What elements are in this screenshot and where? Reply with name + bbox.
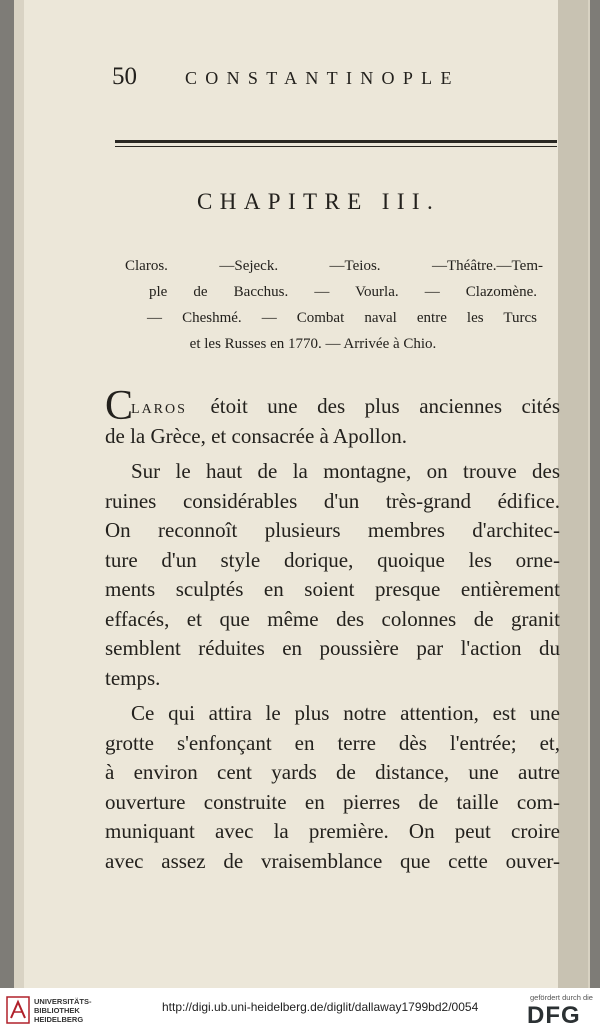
summary-line: ple de Bacchus. — Vourla. — Clazomène. bbox=[149, 284, 537, 300]
paragraph-2-line: On reconnoît plusieurs membres d'architec- bbox=[105, 518, 560, 542]
paragraph-3-line: grotte s'enfonçant en terre dès l'entrée; et, bbox=[105, 730, 560, 755]
summary-line: et les Russes en 1770. — Arrivée à Chio. bbox=[189, 336, 437, 352]
page-number: 50 bbox=[112, 63, 137, 90]
dfg-logo: DFG bbox=[527, 1002, 581, 1029]
paragraph-1-line: de la Grèce, et consacrée à Apollon. bbox=[105, 423, 408, 448]
paragraph-1-line-1-rest: étoit une des plus anciennes cités bbox=[210, 394, 561, 418]
paragraph-2-line: temps. bbox=[105, 665, 161, 690]
paragraph-2-line: ture d'un style dorique, quoique les orne- bbox=[105, 547, 560, 572]
page-gutter-shadow bbox=[14, 0, 24, 988]
paragraph-2-line: Sur le haut de la montagne, on trouve des bbox=[131, 459, 560, 483]
running-head: CONSTANTINOPLE bbox=[185, 68, 460, 88]
paragraph-3-line: avec assez de vraisemblance que cette ouver- bbox=[105, 848, 560, 873]
university-library-logo-icon bbox=[6, 996, 30, 1024]
library-name bbox=[34, 997, 92, 1024]
paragraph-2-line: ments sculptés en soient presque entièrement bbox=[105, 577, 560, 601]
summary-line: Claros. —Sejeck. —Teios. —Théâtre.—Tem- bbox=[125, 258, 543, 274]
funded-by-label: gefördert durch die bbox=[530, 993, 593, 1002]
viewer-footer bbox=[0, 988, 600, 1032]
chapter-title: CHAPITRE III. bbox=[197, 189, 441, 214]
permalink-url[interactable]: http://digi.ub.uni-heidelberg.de/diglit/dallaway1799bd2/0054 bbox=[162, 1000, 479, 1014]
summary-line: — Cheshmé. — Combat naval entre les Turcs bbox=[147, 310, 537, 326]
chapter-summary bbox=[125, 253, 543, 357]
header-rule-thin bbox=[115, 146, 557, 147]
paragraph-3-line: ouverture construite en pierres de taille com- bbox=[105, 789, 560, 814]
paragraph-2-line: semblent réduites en poussière par l'action du bbox=[105, 636, 560, 660]
paragraph-1-line-1 bbox=[105, 383, 561, 429]
library-name-line: HEIDELBERG bbox=[34, 1015, 84, 1024]
paragraph-3-line: muniquant avec la première. On peut croire bbox=[105, 819, 560, 843]
paragraph-3-line: à environ cent yards de distance, une autre bbox=[105, 760, 560, 784]
body-text bbox=[105, 383, 561, 876]
library-name-line: UNIVERSITÄTS- bbox=[34, 997, 92, 1006]
small-caps-word: LAROS bbox=[131, 402, 187, 417]
drop-cap: C bbox=[105, 383, 134, 429]
header-rule-thick bbox=[115, 140, 557, 143]
paragraph-3-line: Ce qui attira le plus notre attention, est une bbox=[131, 701, 560, 725]
paragraph-2-line: ruines considérables d'un très-grand édifice. bbox=[105, 488, 560, 513]
page-edge-shadow bbox=[558, 0, 588, 988]
library-name-line: BIBLIOTHEK bbox=[34, 1006, 80, 1015]
paragraph-2-line: effacés, et que même des colonnes de granit bbox=[105, 606, 560, 631]
